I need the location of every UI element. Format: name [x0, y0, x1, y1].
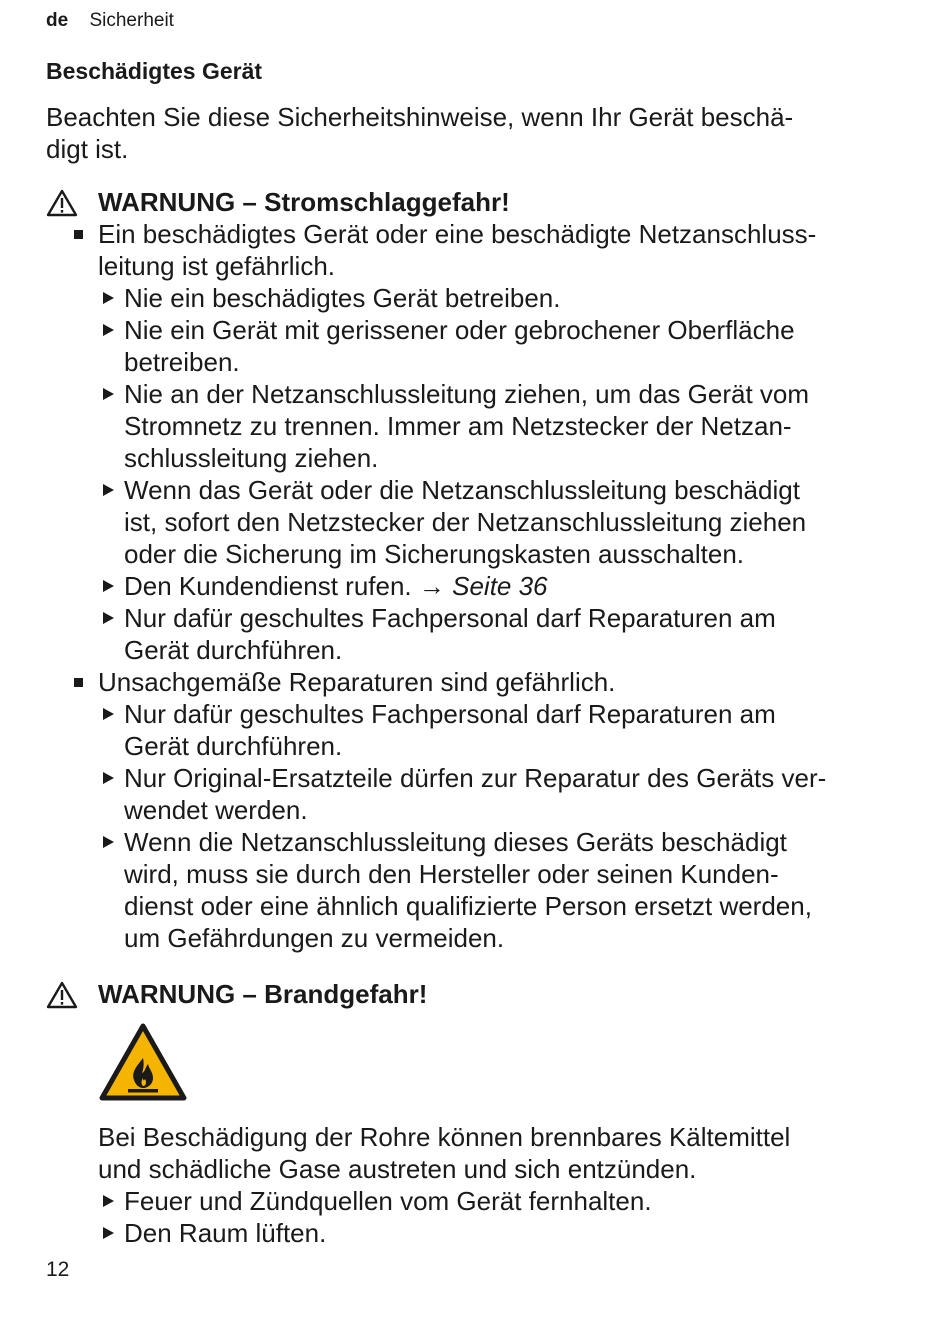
step-line: Gerät durchführen. — [124, 731, 343, 761]
arrow-bullet-icon — [103, 484, 114, 496]
bullet-line: Unsachgemäße Reparaturen sind gefährlich. — [98, 667, 616, 697]
bullet-line: Ein beschädigtes Gerät oder eine beschädigte Netzanschluss- — [98, 219, 817, 249]
step-line: schlussleitung ziehen. — [124, 443, 379, 473]
step-line: Stromnetz zu trennen. Immer am Netzstecker der Netzan- — [124, 411, 792, 441]
language-code: de — [46, 10, 69, 31]
action-step — [46, 570, 906, 602]
warning-title: WARNUNG – Stromschlaggefahr! — [98, 187, 510, 217]
arrow-bullet-icon — [103, 772, 114, 784]
warning-description — [46, 1121, 906, 1185]
step-line: Feuer und Zündquellen vom Gerät fernhalten. — [124, 1186, 652, 1216]
step-line: Wenn die Netzanschlussleitung dieses Geräts beschädigt — [124, 827, 787, 857]
step-line: betreiben. — [124, 347, 240, 377]
step-text: Den Kundendienst rufen. — [124, 571, 419, 601]
arrow-bullet-icon — [103, 612, 114, 624]
page-reference-link[interactable]: Seite 36 — [452, 571, 548, 601]
step-line: Nie ein beschädigtes Gerät betreiben. — [124, 283, 561, 313]
warning-title: WARNUNG – Brandgefahr! — [98, 979, 428, 1009]
section-title: Beschädigtes Gerät — [46, 58, 263, 84]
step-line — [124, 570, 906, 602]
action-step — [46, 698, 906, 762]
warning-heading — [46, 978, 906, 1010]
step-line: wendet werden. — [124, 795, 308, 825]
warning-triangle-icon — [46, 189, 78, 217]
section-name: Sicherheit — [89, 10, 174, 31]
warning-electric-shock — [46, 186, 906, 954]
action-step — [46, 474, 906, 570]
page-header — [46, 10, 174, 32]
warning-fire-hazard — [46, 978, 906, 1249]
step-line: Nie an der Netzanschlussleitung ziehen, um das Gerät vom — [124, 379, 810, 409]
step-line: Nur Original-Ersatzteile dürfen zur Reparatur des Geräts ver- — [124, 763, 827, 793]
step-line: oder die Sicherung im Sicherungskasten ausschalten. — [124, 539, 745, 569]
step-line: Nur dafür geschultes Fachpersonal darf Reparaturen am — [124, 699, 776, 729]
action-step — [46, 1185, 906, 1217]
action-step — [46, 1217, 906, 1249]
bullet-item — [46, 218, 906, 282]
action-step — [46, 314, 906, 378]
action-step — [46, 826, 906, 954]
intro-line: Beachten Sie diese Sicherheitshinweise, wenn Ihr Gerät beschä- — [46, 102, 794, 132]
step-line: Nie ein Gerät mit gerissener oder gebrochener Oberfläche — [124, 315, 795, 345]
warning-heading — [46, 186, 906, 218]
intro-line: digt ist. — [46, 134, 129, 164]
description-line: und schädliche Gase austreten und sich entzünden. — [98, 1154, 697, 1184]
step-line: dienst oder eine ähnlich qualifizierte Person ersetzt werden, — [124, 891, 812, 921]
step-line: Gerät durchführen. — [124, 635, 343, 665]
arrow-bullet-icon — [103, 292, 114, 304]
action-step — [46, 602, 906, 666]
action-step — [46, 378, 906, 474]
arrow-bullet-icon — [103, 580, 114, 592]
arrow-bullet-icon — [103, 836, 114, 848]
step-line: um Gefährdungen zu vermeiden. — [124, 923, 505, 953]
arrow-bullet-icon — [103, 708, 114, 720]
step-line: Den Raum lüften. — [124, 1218, 327, 1248]
warning-triangle-icon — [46, 981, 78, 1009]
reference-arrow-icon: → — [418, 571, 445, 601]
step-line: ist, sofort den Netzstecker der Netzanschlussleitung ziehen — [124, 507, 807, 537]
action-step — [46, 282, 906, 314]
description-line: Bei Beschädigung der Rohre können brennbares Kältemittel — [98, 1122, 791, 1152]
step-line: wird, muss sie durch den Hersteller oder seinen Kunden- — [124, 859, 779, 889]
arrow-bullet-icon — [103, 324, 114, 336]
step-line: Wenn das Gerät oder die Netzanschlussleitung beschädigt — [124, 475, 800, 505]
intro-paragraph — [46, 101, 906, 165]
flammable-warning-sign-icon — [98, 1022, 188, 1102]
square-bullet-icon — [74, 230, 83, 239]
bullet-line: leitung ist gefährlich. — [98, 251, 336, 281]
square-bullet-icon — [74, 678, 83, 687]
step-line: Nur dafür geschultes Fachpersonal darf Reparaturen am — [124, 603, 776, 633]
bullet-item — [46, 666, 906, 698]
action-step — [46, 762, 906, 826]
arrow-bullet-icon — [103, 388, 114, 400]
page-number: 12 — [46, 1258, 70, 1281]
arrow-bullet-icon — [103, 1227, 114, 1239]
arrow-bullet-icon — [103, 1195, 114, 1207]
